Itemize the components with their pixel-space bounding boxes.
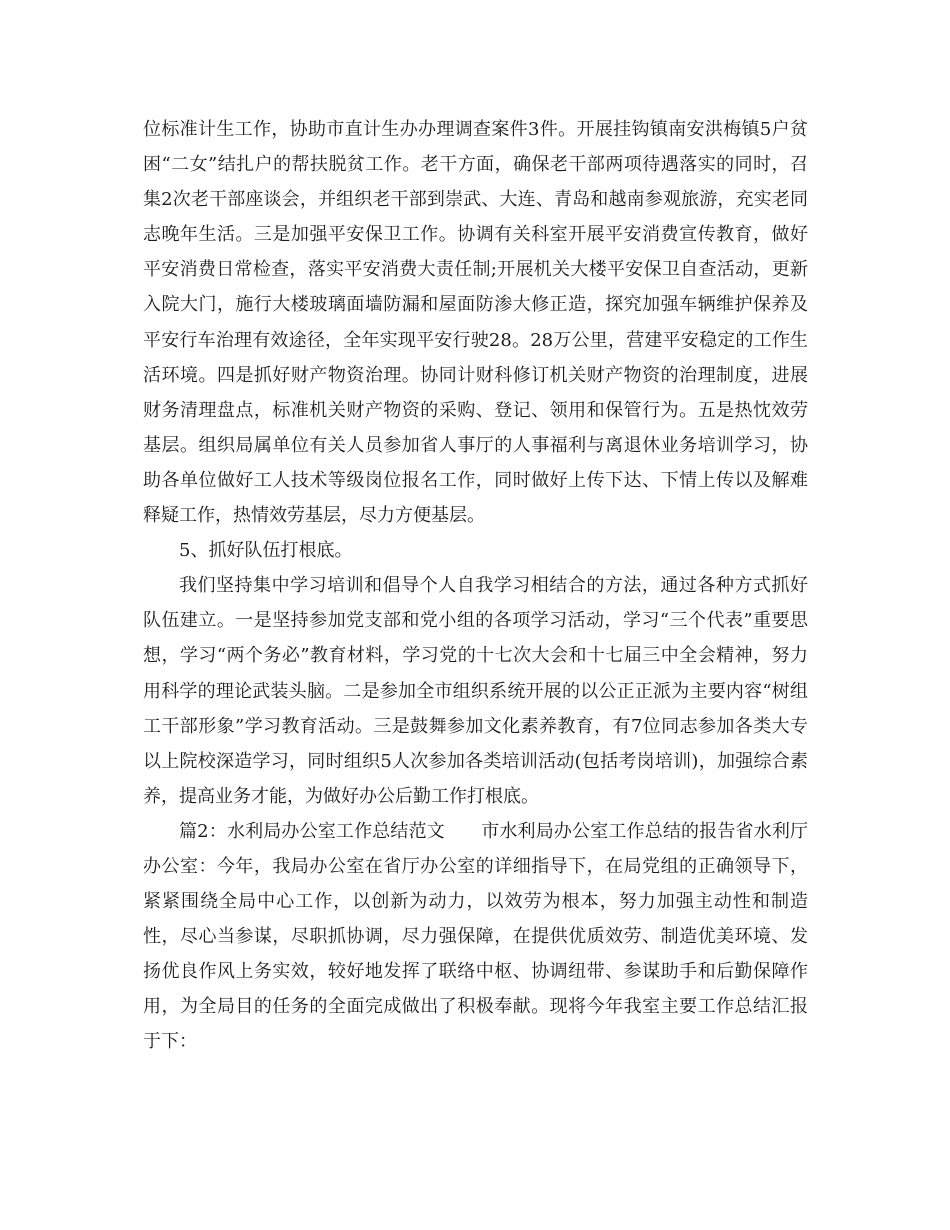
paragraph-article-2-intro: 篇2：水利局办公室工作总结范文 市水利局办公室工作总结的报告省水利厅办公室：今年，我局办公室在省厅办公室的详细指导下，在局党组的正确领导下，紧紧围绕全局中心工作，以创新为动力，以效劳为根本，努力加强主动性和制造性，尽心当参谋，尽职抓协调，尽力强保障，在提供优质效劳、制造优美环境、发扬优良作风上务实效，较好地发挥了联络中枢、协调纽带、参谋助手和后勤保障作用，为全局目的任务的全面完成做出了积极奉献。现将今年我室主要工作总结汇报于下： [143,820,808,1053]
section-heading: 5、抓好队伍打根底。 [179,540,353,562]
paragraph-continuation: 位标准计生工作，协助市直计生办办理调查案件3件。开展挂钩镇南安洪梅镇5户贫困“二女”结扎户的帮扶脱贫工作。老干方面，确保老干部两项待遇落实的同时，召集2次老干部座谈会，并组织老干部到崇武、大连、青岛和越南参观旅游，充实老同志晚年生活。三是加强平安保卫工作。协调有关科室开展平安消费宣传教育，做好平安消费日常检查，落实平安消费大责任制;开展机关大楼平安保卫自查活动，更新入院大门，施行大楼玻璃面墙防漏和屋面防渗大修正造，探究加强车辆维护保养及平安行车治理有效途径，全年实现平安行驶28。28万公里，营建平安稳定的工作生活环境。四是抓好财产物资治理。协同计财科修订机关财产物资的治理制度，进展财务清理盘点，标准机关财产物资的采购、登记、领用和保管行为。五是热忱效劳基层。组织局属单位有关人员参加省人事厅的人事福利与离退休业务培训学习，协助各单位做好工人技术等级岗位报名工作，同时做好上传下达、下情上传以及解难释疑工作，热情效劳基层，尽力方便基层。 [143,119,808,527]
paragraph-team-building: 我们坚持集中学习培训和倡导个人自我学习相结合的方法，通过各种方式抓好队伍建立。一是坚持参加党支部和党小组的各项学习活动，学习“三个代表”重要思想，学习“两个务必”教育材料，学习党的十七次大会和十七届三中全会精神，努力用科学的理论武装头脑。二是参加全市组织系统开展的以公正正派为主要内容“树组工干部形象”学习教育活动。三是鼓舞参加文化素养教育，有7位同志参加各类大专以上院校深造学习，同时组织5人次参加各类培训活动(包括考岗培训)，加强综合素养，提高业务才能，为做好办公后勤工作打根底。 [143,575,808,807]
document-body [143,112,808,1060]
